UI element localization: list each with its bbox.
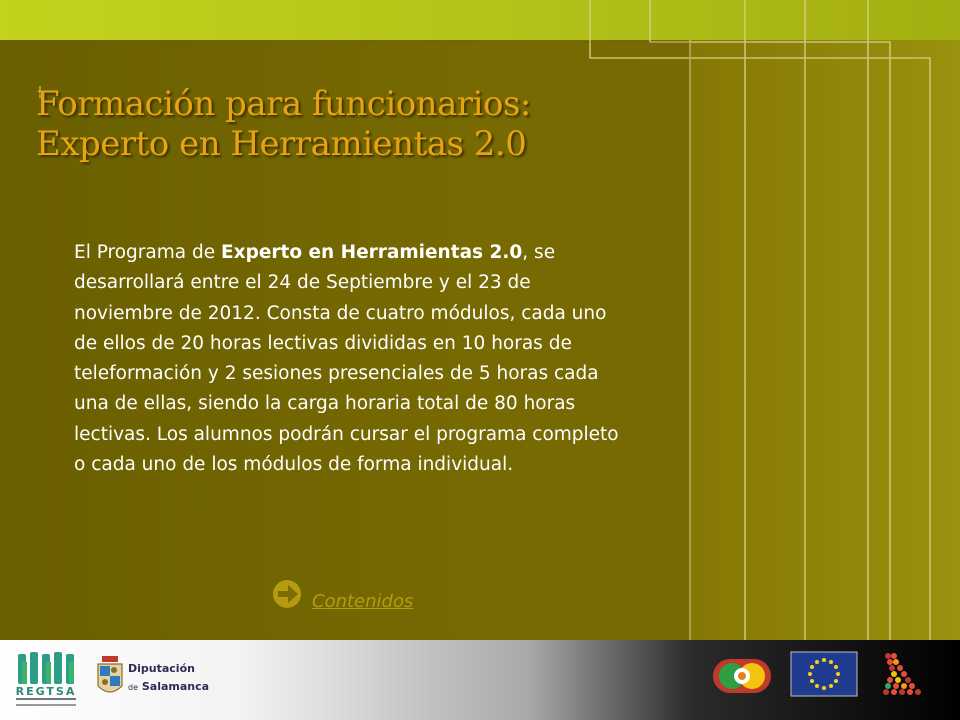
description-intro: El Programa de xyxy=(74,242,221,263)
slide-title-line-1: Formación para funcionarios: xyxy=(36,84,531,124)
diputacion-line-2: Salamanca xyxy=(141,680,210,693)
slide-title-line-2: Experto en Herramientas 2.0 xyxy=(36,124,527,164)
dotted-a-logo xyxy=(880,650,924,698)
eu-flag-icon xyxy=(790,651,858,697)
regtsa-label: REGTSA xyxy=(15,685,77,698)
contenidos-link-label: Contenidos xyxy=(312,591,414,612)
slide-title xyxy=(36,84,656,164)
dotted-triangle-icon xyxy=(880,650,924,698)
arrow-right-circle-icon xyxy=(270,576,306,612)
interlinked-circles-icon xyxy=(712,656,772,696)
regtsa-emblem-icon xyxy=(14,648,78,714)
program-description xyxy=(74,238,634,480)
description-rest: , se desarrollará entre el 24 de Septiembre y el 23 de noviembre de 2012. Consta de cuatro módulos, cada uno de ellos de 20 horas lectivas divididas en 10 horas de teleformación y 2 sesiones presenciales de 5 horas cada una de ellas, siendo la carga horaria total de 80 horas lectivas. Los alumnos podrán cursar el programa completo o cada uno de los módulos de forma individual. xyxy=(74,242,619,476)
diputacion-line-1: Diputación xyxy=(128,662,195,675)
partner-logo-circles xyxy=(712,656,772,696)
diputacion-salamanca-logo xyxy=(96,654,210,706)
eu-flag-logo xyxy=(790,651,858,697)
diputacion-de: de xyxy=(128,683,138,692)
contenidos-link[interactable] xyxy=(270,576,413,612)
coat-of-arms-icon xyxy=(96,656,124,700)
description-bold-program: Experto en Herramientas 2.0 xyxy=(221,242,523,263)
regtsa-logo xyxy=(14,648,78,714)
